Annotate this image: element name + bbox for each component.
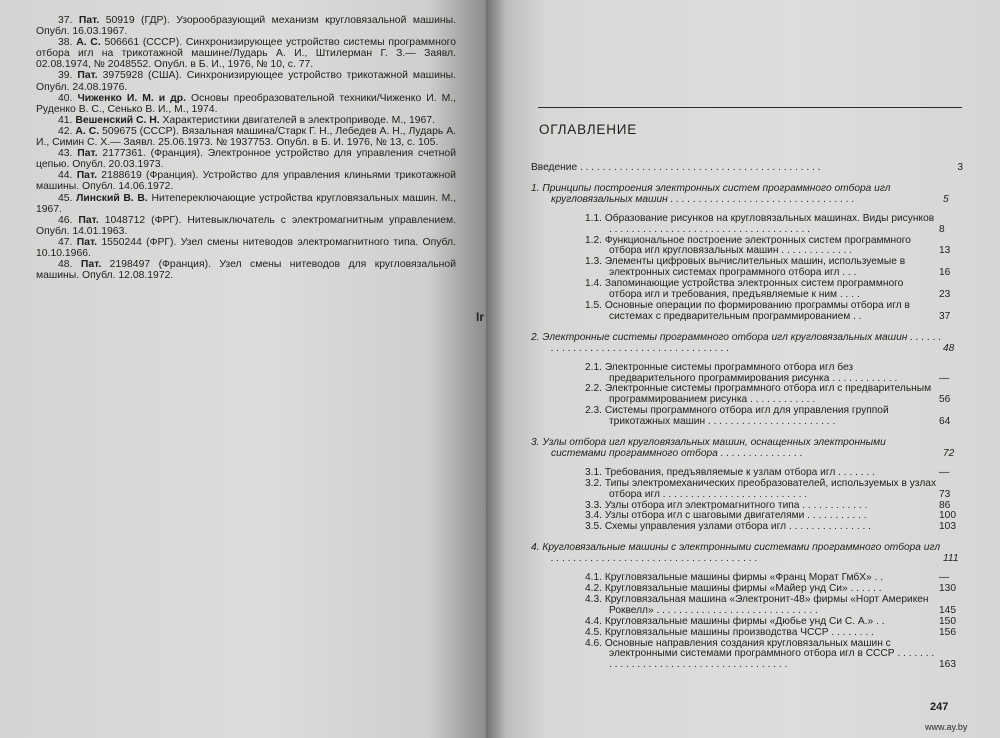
ref-text: 509675 (СССР). Вязальная машина/Старк Г. Н., Лебедев А. Н., Лударь А. И., Симин С. Х.— Заявл. 25.06.1973. № 1937753. Опубл. в Б. И. 1976, № 13, с. 105. (36, 125, 457, 149)
reference-item (36, 70, 456, 92)
ref-text: Характеристики двигателей в электроприводе. М., 1967. (162, 114, 435, 126)
header-rule (538, 107, 962, 108)
toc-section: 1.4. Запоминающие устройства электронных систем программного отбора игл и требования, предъявляемые к ним . . . . 23 (585, 278, 951, 301)
reference-item (36, 259, 456, 281)
reference-item (36, 215, 456, 237)
toc-section: 1.5. Основные операции по формированию программы отбора игл в системах с предварительным программированием . . 37 (585, 299, 951, 322)
ref-number: 42. (58, 125, 73, 137)
bibliography-list (36, 15, 456, 281)
toc-section: 1.1. Образование рисунков на кругловязальных машинах. Виды рисунков . . . . . . . . . . . . . . . . . . . . . . . . . . . . . . . . . . . . 8 (585, 212, 945, 235)
ref-author: А. С. (75, 125, 100, 137)
reference-item (36, 37, 456, 70)
reference-item (36, 148, 456, 170)
ref-author: Чиженко И. М. и др. (77, 92, 186, 104)
toc-chapter-4: 4. Кругловязальные машины с электронными системами программного отбора игл . . . . . . . . . . . . . . . . . . . . . . . . . . . . . . . . . . . . . 111 (531, 542, 959, 565)
toc-chapter-1: 1. Принципы построения электронных систем программного отбора игл кругловязальных машин . . . . . . . . . . . . . . . . . . . . . . . . . . . . . . . . . 5 (531, 182, 949, 205)
reference-item (36, 93, 456, 115)
ref-number: 48. (58, 259, 73, 271)
page-number: 247 (930, 701, 949, 713)
ref-author: Линский В. В. (76, 192, 148, 204)
left-page (0, 0, 486, 738)
toc-section: 4.6. Основные направления создания кругловязальных машин с электронными системами программного отбора игл в СССР . . . . . . . . . . . . . . . . . . . . . . . . . . . . . . . . . . . . . . . 163 (585, 637, 956, 671)
ref-author: Пат. (77, 148, 98, 160)
ref-number: 37. (58, 15, 73, 26)
ref-number: 38. (58, 37, 73, 49)
ref-text: 1550244 (ФРГ). Узел смены нитеводов электромагнитного типа. Опубл. 10.10.1966. (36, 236, 456, 259)
reference-item (36, 15, 456, 37)
ref-text: 2188619 (Франция). Устройство для управления клиньями трикотажной машины. Опубл. 14.06.1972. (36, 170, 456, 193)
ref-author: Пат. (80, 259, 102, 271)
reference-item (36, 193, 456, 215)
toc-section: 4.2. Кругловязальные машины фирмы «Майер унд Си» . . . . . . 130 (585, 583, 956, 594)
ref-number: 43. (58, 148, 73, 160)
toc-section: 1.3. Элементы цифровых вычислительных машин, используемые в электронных системах программного отбора игл . . . 16 (585, 256, 951, 279)
ref-number: 40. (58, 92, 73, 104)
ref-author: А. С. (76, 37, 101, 49)
toc-title: ОГЛАВЛЕНИЕ (539, 122, 638, 137)
toc-page-number: 3 (957, 162, 963, 173)
toc-chapter-3: 3. Узлы отбора игл кругловязальных машин, оснащенных электронными системами программного отбора . . . . . . . . . . . . . . . 72 (531, 437, 955, 459)
toc-section: 3.5. Схемы управления узлами отбора игл . . . . . . . . . . . . . . . 103 (585, 521, 956, 533)
ref-number: 46. (58, 214, 73, 226)
ref-text: 506661 (СССР). Синхронизирующее устройство системы программного отбора игл на трикотажной машине/Лударь А. И., Штилерман Г. З.— Заявл. 02.08.1974, № 2048552. Опубл. в Б. И., 1976, № 10, с. 77. (36, 37, 456, 71)
ref-number: 39. (58, 70, 73, 82)
ref-author: Пат. (78, 214, 99, 226)
ref-text: 3975928 (США). Синхронизирующее устройство трикотажной машины. Опубл. 24.08.1976. (36, 70, 456, 93)
toc-section: 2.3. Системы программного отбора игл для управления группой трикотажных машин . . . . . . . . . . . . . . . . . . . . . . . 64 (585, 405, 951, 428)
toc-section: 3.4. Узлы отбора игл с шаговыми двигателями . . . . . . . . . . . 100 (585, 510, 956, 522)
ref-number: 45. (58, 192, 73, 204)
ref-text: Основы преобразовательной техники/Чиженко И. М., Руденко В. С., Сенько В. И., М., 1974. (36, 92, 457, 115)
toc-section: 4.5. Кругловязальные машины производства ЧССР . . . . . . . . 156 (585, 626, 956, 638)
reference-item (36, 237, 456, 259)
toc-section: 3.3. Узлы отбора игл электромагнитного типа . . . . . . . . . . . . 86 (585, 499, 951, 511)
ref-number: 44. (58, 170, 73, 182)
toc-section: 2.2. Электронные системы программного отбора игл с предварительным программированием рисунка . . . . . . . . . . . . 56 (585, 383, 951, 406)
ref-author: Пат. (78, 15, 100, 26)
reference-item (36, 126, 456, 148)
ref-text: 2177361. (Франция). Электронное устройство для управления счетной цепью. Опубл. 20.03.1973. (36, 148, 457, 171)
ref-text: 1048712 (ФРГ). Нитевыключатель с электромагнитным управлением. Опубл. 14.01.1963. (36, 214, 457, 237)
reference-item (36, 170, 456, 192)
ref-number: 47. (58, 236, 73, 248)
ref-text: 50919 (ГДР). Узорообразующий механизм кругловязальной машины. Опубл. 16.03.1967. (36, 15, 457, 38)
toc-section: 3.2. Типы электромеханических преобразователей, используемых в узлах отбора игл . . . . . . . . . . . . . . . . . . . . . . . . . . 73 (585, 477, 951, 500)
ref-author: Пат. (76, 170, 98, 182)
ref-author: Вешенский С. Н. (75, 114, 160, 126)
ref-text: Нитепереключающие устройства кругловязальных машин. М., 1967. (36, 192, 457, 215)
ref-author: Пат. (76, 236, 98, 248)
toc-section: 3.1. Требования, предъявляемые к узлам отбора игл . . . . . . . — (585, 466, 950, 478)
ref-number: 41. (58, 114, 73, 126)
toc-section: 4.1. Кругловязальные машины фирмы «Франц Морат ГмбХ» . . — (585, 572, 950, 584)
ref-author: Пат. (77, 70, 98, 82)
gutter-mark: Ir (476, 310, 485, 324)
toc-section: 4.3. Кругловязальная машина «Электронит-48» фирмы «Норт Америкен Роквелл» . . . . . . . . . . . . . . . . . . . . . . . . . . . . . 145 (585, 593, 956, 616)
toc-entry-intro: Введение . . . . . . . . . . . . . . . . . . . . . . . . . . . . . . . . . . . . . . . . . . . 3 (531, 162, 963, 173)
toc-chapter-2: 2. Электронные системы программного отбора игл кругловязальных машин . . . . . . . . . . . . . . . . . . . . . . . . . . . . . . . . . . . . . . 48 (531, 331, 955, 354)
table-of-contents (531, 163, 963, 671)
toc-section: 1.2. Функциональное построение электронных систем программного отбора игл кругловязальных машин . . . . . . . . . . . . . 13 (585, 234, 951, 257)
watermark: www.ay.by (925, 722, 968, 732)
toc-section: 2.1. Электронные системы программного отбора игл без предварительного программирования рисунка . . . . . . . . . . . . — (585, 361, 950, 384)
ref-text: 2198497 (Франция). Узел смены нитеводов для кругловязальной машины. Опубл. 12.08.1972. (36, 259, 457, 282)
reference-item (36, 115, 456, 126)
toc-section: 4.4. Кругловязальные машины фирмы «Дюбье унд Си С. А.» . . 150 (585, 615, 956, 627)
